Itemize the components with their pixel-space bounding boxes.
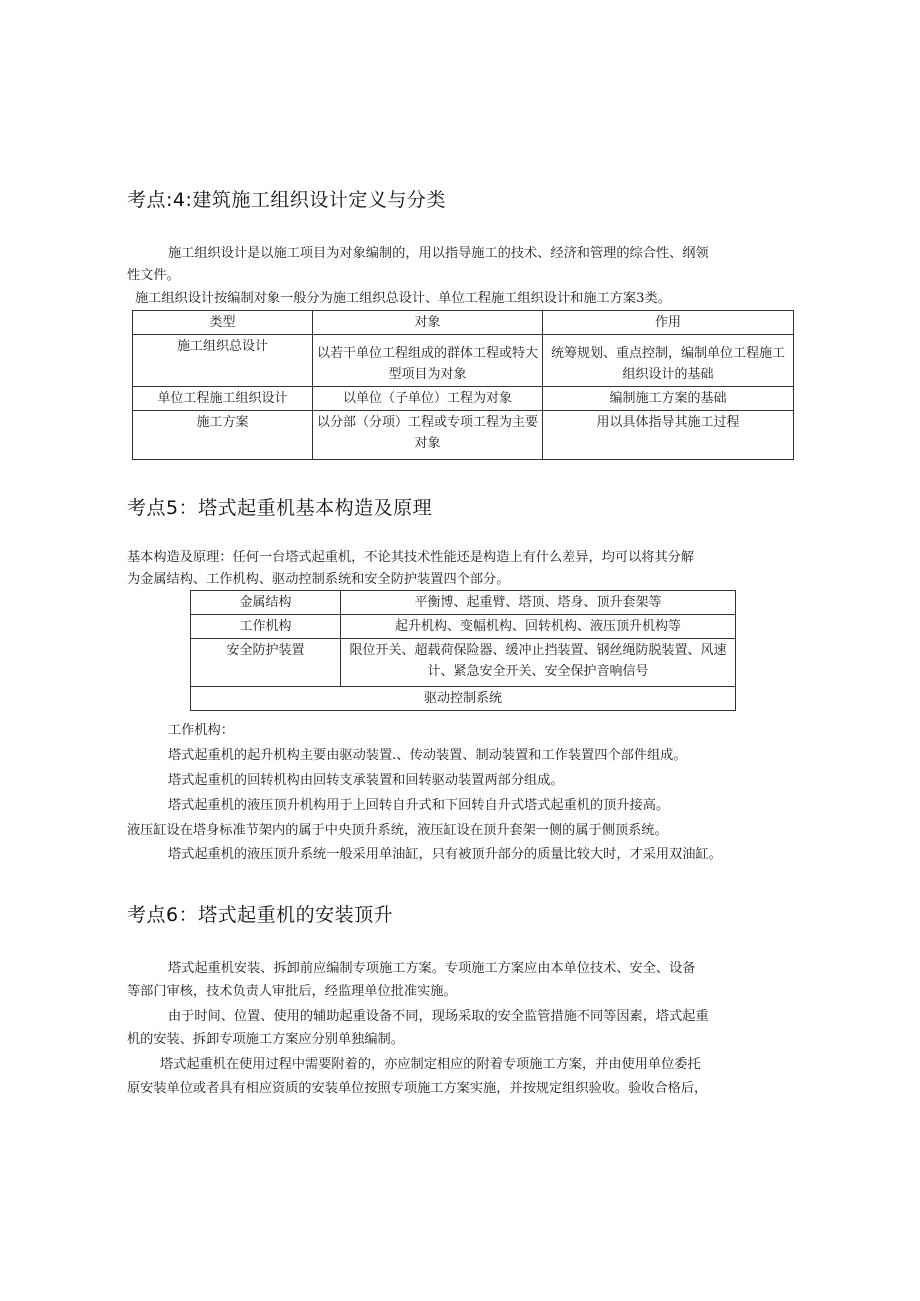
header-cell: 对象: [313, 311, 543, 335]
table-cell: 金属结构: [191, 591, 341, 615]
table-footer-row: [191, 687, 736, 711]
section5-line: 塔式起重机的液压顶升机构用于上回转自升式和下回转自升式塔式起重机的顶升接高。: [168, 798, 670, 813]
section5-title: 考点5：塔式起重机基本构造及原理: [127, 497, 433, 519]
section5-line: 塔式起重机的液压顶升系统一般采用单油缸，只有被顶升部分的质量比较大时，才采用双油缸。: [168, 847, 722, 862]
table-cell: 以分部（分项）工程或专项工程为主要对象: [313, 411, 543, 460]
section6-p3-line2: 原安装单位或者具有相应资质的安装单位按照专项施工方案实施，并按规定组织验收。验收合格后，: [127, 1081, 708, 1096]
table-cell: 用以具体指导其施工过程: [543, 411, 794, 460]
crane-structure-table: [190, 590, 736, 711]
table-row: [133, 335, 794, 387]
section5-line: 塔式起重机的回转机构由回转支承装置和回转驱动装置两部分组成。: [168, 773, 564, 788]
section5-intro-line1: 基本构造及原理：任何一台塔式起重机，不论其技术性能还是构造上有什么差异，均可以将其分解: [127, 550, 695, 565]
section4-para1-line2: 性文件。: [127, 268, 180, 283]
section6-p2-line1: 由于时间、位置、使用的辅助起重设备不同，现场采取的安全监管措施不同等因素，塔式起重: [168, 1009, 709, 1024]
table-cell: 起升机构、变幅机构、回转机构、液压顶升机构等: [341, 615, 736, 639]
table-row: [191, 639, 736, 687]
section4-title: 考点:4:建筑施工组织设计定义与分类: [127, 189, 446, 211]
table-cell: 安全防护装置: [191, 639, 341, 687]
section5-line: 液压缸设在塔身标准节架内的属于中央顶升系统，液压缸设在顶升套架一侧的属于侧顶系统。: [127, 823, 668, 838]
table-cell: 施工组织总设计: [133, 335, 313, 387]
table-cell: 编制施工方案的基础: [543, 387, 794, 411]
organization-design-table: [132, 310, 794, 460]
header-cell: 类型: [133, 311, 313, 335]
table-cell: 以单位（子单位）工程为对象: [313, 387, 543, 411]
section6-title: 考点6：塔式起重机的安装顶升: [127, 904, 394, 926]
table-cell: 施工方案: [133, 411, 313, 460]
section6-p3-line1: 塔式起重机在使用过程中需要附着的，亦应制定相应的附着专项施工方案，并由使用单位委托: [160, 1057, 701, 1072]
section4-para1-line1: 施工组织设计是以施工项目为对象编制的，用以指导施工的技术、经济和管理的综合性、纲领: [168, 246, 709, 261]
table-cell: 平衡博、起重臂、塔顶、塔身、顶升套架等: [341, 591, 736, 615]
section6-p1-line1: 塔式起重机安装、拆卸前应编制专项施工方案。专项施工方案应由本单位技术、安全、设备: [168, 961, 696, 976]
section4-para2: 施工组织设计按编制对象一般分为施工组织总设计、单位工程施工组织设计和施工方案3类。: [135, 291, 671, 306]
table-cell: 单位工程施工组织设计: [133, 387, 313, 411]
table-row: [133, 411, 794, 460]
table-row: [191, 591, 736, 615]
section6-p2-line2: 机的安装、拆卸专项施工方案应分别单独编制。: [127, 1032, 404, 1047]
table-row: [191, 615, 736, 639]
table-cell: 统筹规划、重点控制，编制单位工程施工组织设计的基础: [543, 335, 794, 387]
table-cell: 以若干单位工程组成的群体工程或特大型项目为对象: [313, 335, 543, 387]
section6-p1-line2: 等部门审核，技术负责人审批后，经监理单位批准实施。: [127, 984, 457, 999]
header-cell: 作用: [543, 311, 794, 335]
work-mechanism-label: 工作机构：: [168, 723, 234, 738]
table-cell: 工作机构: [191, 615, 341, 639]
table-cell: 驱动控制系统: [191, 687, 736, 711]
section5-line: 塔式起重机的起升机构主要由驱动装置.、传动装置、制动装置和工作装置四个部件组成。: [168, 748, 687, 763]
table-cell: 限位开关、超载荷保险器、缓冲止挡装置、钢丝绳防脱装置、风速计、紧急安全开关、安全保护音响信号: [341, 639, 736, 687]
table-header-row: [133, 311, 794, 335]
table-row: [133, 387, 794, 411]
section5-intro-line2: 为金属结构、工作机构、驱动控制系统和安全防护装置四个部分。: [127, 572, 510, 587]
